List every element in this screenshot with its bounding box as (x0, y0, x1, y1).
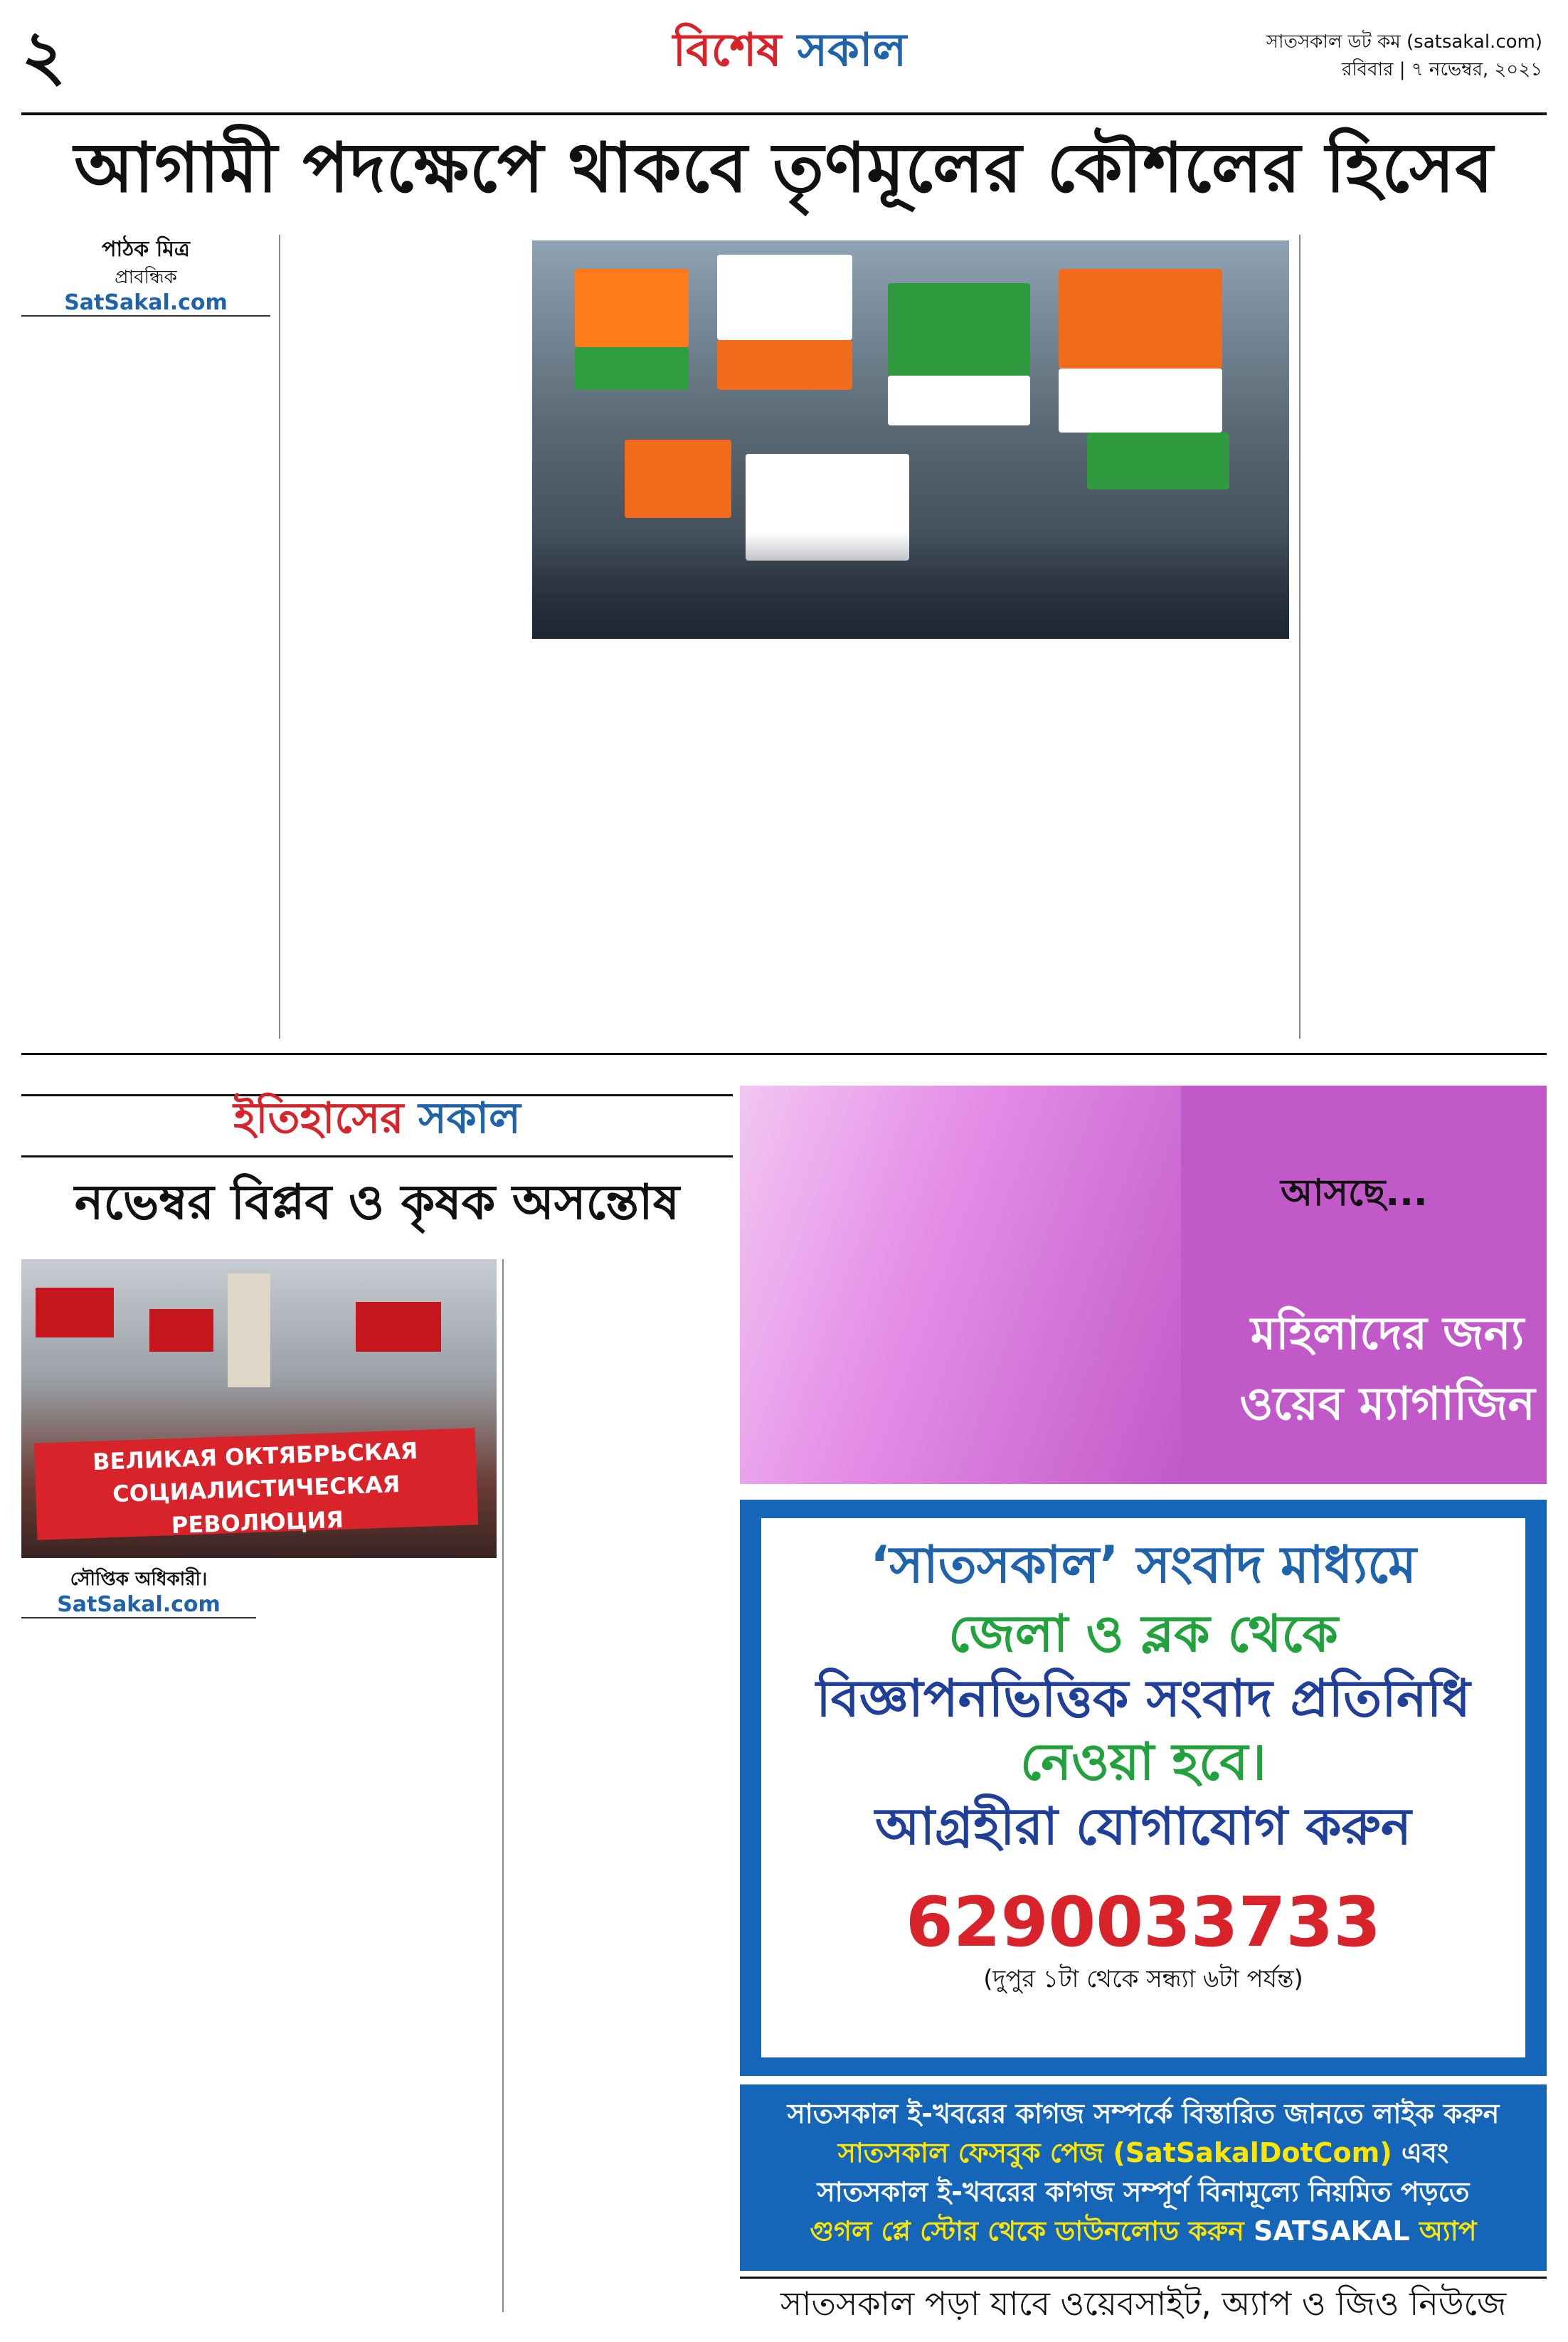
fb-page-label: সাতসকাল ফেসবুক পেজ (837, 2137, 1104, 2169)
app-name[interactable]: SATSAKAL (1254, 2215, 1410, 2247)
lead-author: পাঠক মিত্র (102, 237, 190, 262)
lead-author-role: প্রাবন্ধিক (115, 267, 177, 288)
fb-line3: সাতসকাল ই-খবরের কাগজ সম্পূর্ণ বিনামূল্যে নিয়মিত পড়তে (817, 2176, 1470, 2208)
lead-byline (21, 235, 270, 317)
fb-page-handle[interactable]: (SatSakalDotCom) (1113, 2137, 1392, 2169)
history-byline (21, 1567, 256, 1618)
column-divider (1299, 235, 1301, 1039)
magazine-teaser: আসছে... (1281, 1172, 1428, 1214)
page-number: ২ (21, 16, 66, 95)
rally-photo (532, 240, 1289, 639)
fb-line4-post: অ্যাপ (1419, 2215, 1477, 2247)
masthead-blue: সকাল (797, 24, 907, 77)
recruit-phone[interactable]: 6290033733 (906, 1882, 1381, 1963)
column-divider (279, 235, 280, 1039)
history-author: সৌপ্তিক অধিকারী। (70, 1569, 208, 1590)
portrait-graphic (740, 1086, 1181, 1484)
fb-line1: সাতসকাল ই-খবরের কাগজ সম্পর্কে বিস্তারিত জানতে লাইক করুন (787, 2098, 1500, 2129)
photo-banner-line2: СОЦИАЛИСТИЧЕСКАЯ РЕВОЛЮЦИЯ (112, 1471, 401, 1539)
magazine-line2: ওয়েব ম্যাগাজিন (1239, 1378, 1535, 1431)
fb-line2-post: এবং (1401, 2137, 1449, 2169)
facebook-app-ad[interactable] (740, 2084, 1547, 2271)
masthead-red: বিশেষ (672, 24, 782, 77)
header-meta (1266, 28, 1542, 84)
recruitment-ad[interactable] (740, 1500, 1547, 2076)
history-section-title (21, 1093, 733, 1144)
history-source: SatSakal.com (21, 1592, 256, 1618)
revolution-photo (21, 1259, 497, 1558)
history-section-red: ইতিহাসের (233, 1093, 404, 1143)
lead-headline: আগামী পদক্ষেপে থাকবে তৃণমূলের কৌশলের হিসেব (74, 128, 1494, 208)
fb-line4-pre: গুগল প্লে স্টোর থেকে ডাউনলোড করুন (810, 2215, 1244, 2247)
history-mid-rule (21, 1155, 733, 1157)
recruit-line4: নেওয়া হবে। (1019, 1732, 1267, 1792)
recruit-line1: ‘সাতসকাল’ সংবাদ মাধ্যমে (869, 1535, 1417, 1594)
recruit-line2: জেলা ও ব্লক থেকে (948, 1604, 1338, 1664)
issue-date: রবিবার | ৭ নভেম্বর, ২০২১ (1341, 59, 1542, 80)
site-name: সাতসকাল ডট কম (satsakal.com) (1266, 31, 1542, 53)
history-headline: নভেম্বর বিপ্লব ও কৃষক অসন্তোষ (74, 1175, 680, 1231)
footer-availability: সাতসকাল পড়া যাবে ওয়েবসাইট, অ্যাপ ও জিও নিউজে (740, 2277, 1547, 2326)
column-divider (502, 1259, 504, 2312)
recruit-hours: (দুপুর ১টা থেকে সন্ধ্যা ৬টা পর্যন্ত) (983, 1964, 1303, 1993)
magazine-line1: মহিলাদের জন্য (1250, 1308, 1525, 1360)
lead-source: SatSakal.com (21, 290, 270, 317)
magazine-ad[interactable] (740, 1086, 1547, 1484)
section-rule (21, 1053, 1547, 1055)
recruit-line5: আগ্রহীরা যোগাযোগ করুন (875, 1796, 1411, 1856)
photo-banner-line1: ВЕЛИКАЯ ОКТЯБРЬСКАЯ (92, 1437, 418, 1475)
header-rule (21, 112, 1547, 115)
history-section-blue: সকাল (418, 1093, 521, 1143)
section-masthead (626, 26, 953, 75)
recruit-line3: বিজ্ঞাপনভিত্তিক সংবাদ প্রতিনিধি (816, 1668, 1471, 1728)
